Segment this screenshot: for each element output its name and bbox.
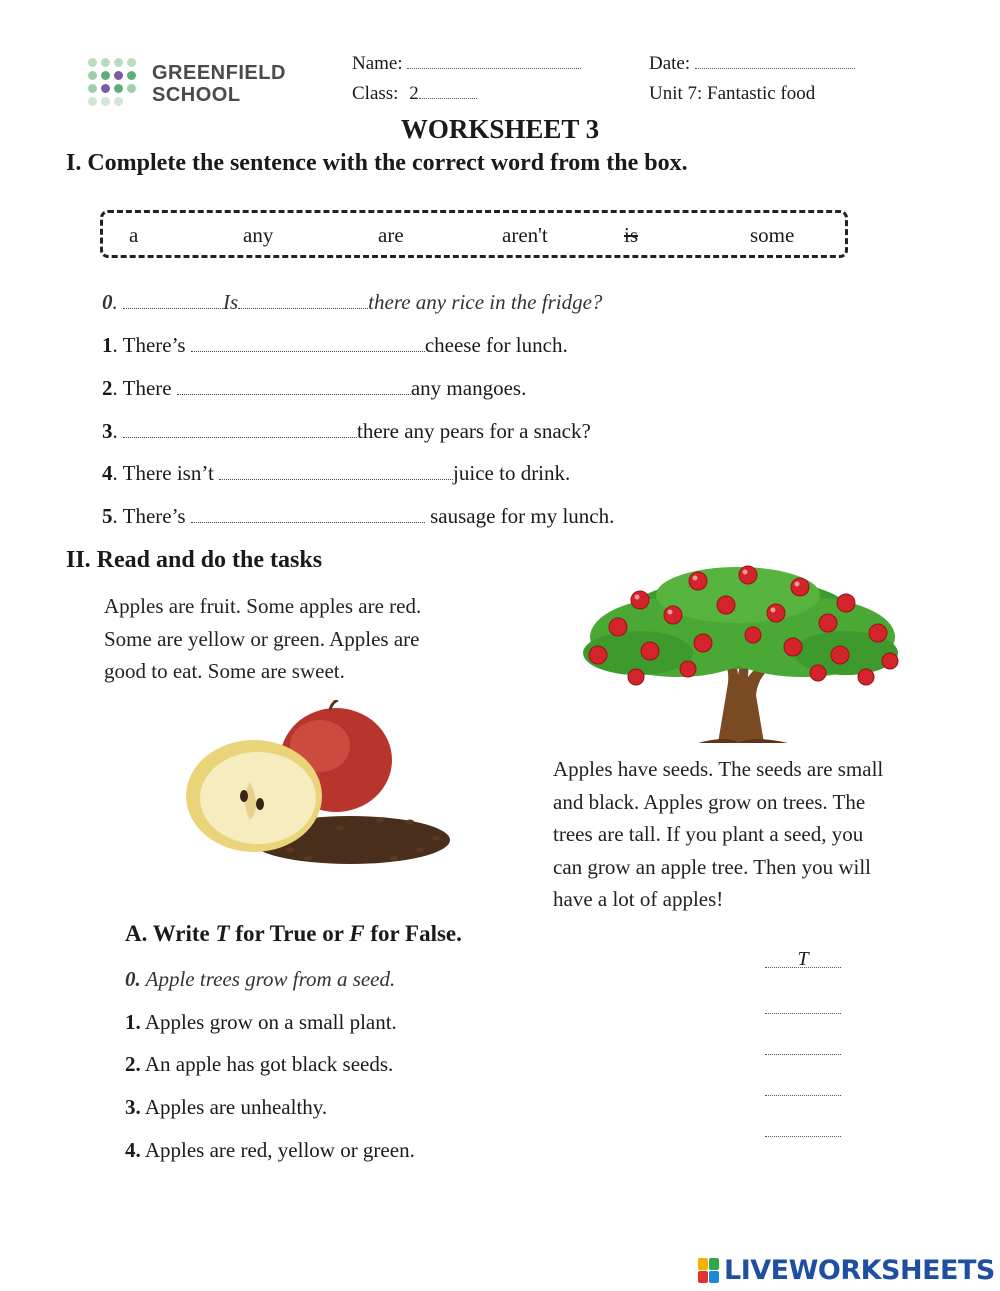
- reading-paragraph-2: [553, 753, 883, 916]
- paragraph-line: good to eat. Some are sweet.: [104, 659, 345, 683]
- example-answer: Is: [223, 290, 239, 314]
- worksheet-title: WORKSHEET 3: [400, 114, 600, 144]
- tf-item-4: [125, 1138, 415, 1163]
- date-field: [649, 53, 855, 75]
- question-number: 5: [102, 504, 113, 528]
- school-logo-text: GREENFIELD SCHOOL: [152, 62, 286, 106]
- item-text: Apples are red, yellow or green.: [144, 1138, 415, 1162]
- word-are: are: [378, 223, 404, 247]
- word-a: a: [129, 223, 139, 247]
- question-text: juice to drink.: [453, 461, 571, 485]
- word-any: any: [243, 223, 274, 247]
- name-field: [352, 53, 581, 75]
- question-2: [102, 376, 526, 401]
- liveworksheets-brand: LIVEWORKSHEETS: [724, 1255, 995, 1286]
- question-number: 1: [102, 333, 113, 357]
- paragraph-line: Apples have seeds. The seeds are small: [553, 757, 884, 781]
- question-text: . There’s: [112, 333, 191, 357]
- question-number: 3: [102, 419, 113, 443]
- item-text: Apple trees grow from a seed.: [145, 967, 396, 991]
- unit-label: Unit 7: Fantastic food: [649, 83, 816, 104]
- question-text: any mangoes.: [410, 376, 527, 400]
- heading-text: for True or: [229, 921, 350, 946]
- paragraph-line: Some are yellow or green. Apples are: [104, 626, 420, 651]
- tf-item-3: [125, 1095, 327, 1120]
- answer-blank-1[interactable]: [191, 340, 425, 352]
- answer-blank-3[interactable]: [123, 426, 357, 438]
- question-4: [102, 461, 570, 486]
- date-input[interactable]: [695, 55, 855, 69]
- question-1: [102, 333, 568, 358]
- class-value: 2: [409, 83, 419, 104]
- paragraph-line: Apples are fruit. Some apples are red.: [104, 594, 422, 618]
- example-question: 0. Is there any rice in the fridge?: [102, 290, 603, 314]
- name-label: Name:: [352, 53, 403, 74]
- word-box: [100, 210, 848, 258]
- liveworksheets-logo-icon: [698, 1258, 720, 1284]
- question-text: .: [112, 419, 123, 443]
- item-number: 0.: [125, 967, 141, 991]
- word-arent: aren't: [502, 223, 548, 247]
- heading-text: A. Write: [125, 921, 216, 946]
- word-is-used: is: [624, 223, 639, 247]
- answer-blank-2[interactable]: [177, 383, 411, 395]
- question-text: there any pears for a snack?: [357, 419, 591, 443]
- question-5: [102, 504, 614, 529]
- item-number: 1.: [125, 1010, 141, 1034]
- item-number: 3.: [125, 1095, 141, 1119]
- school-logo-icon: [88, 58, 140, 106]
- question-text: sausage for my lunch.: [424, 504, 615, 528]
- reading-paragraph-1: [104, 590, 421, 688]
- tf-answer-3[interactable]: [765, 1080, 841, 1096]
- question-text: . There isn’t: [112, 461, 220, 485]
- tf-item-2: [125, 1052, 393, 1077]
- question-number: 2: [102, 376, 113, 400]
- heading-text: T: [215, 921, 230, 946]
- heading-text: for False.: [364, 921, 462, 946]
- date-label: Date:: [649, 53, 691, 74]
- class-input[interactable]: [419, 85, 477, 99]
- true-false-heading: [125, 921, 462, 947]
- item-text: An apple has got black seeds.: [144, 1052, 394, 1076]
- question-number: 0: [102, 290, 113, 314]
- tf-answer-4[interactable]: [765, 1121, 841, 1137]
- paragraph-line: have a lot of apples!: [553, 887, 724, 911]
- item-number: 4.: [125, 1138, 141, 1162]
- answer-blank-5[interactable]: [191, 511, 425, 523]
- tf-answer-2[interactable]: [765, 1039, 841, 1055]
- section-2-heading: II. Read and do the tasks: [66, 547, 323, 573]
- name-input[interactable]: [407, 55, 581, 69]
- question-text: . There’s: [112, 504, 191, 528]
- word-some: some: [750, 223, 795, 247]
- tf-item-1: [125, 1010, 397, 1035]
- apple-seeds-image: [180, 700, 454, 868]
- paragraph-line: trees are tall. If you plant a seed, you: [553, 822, 864, 846]
- paragraph-line: and black. Apples grow on trees. The: [553, 789, 866, 814]
- apple-tree-image: [578, 565, 902, 743]
- tf-answer-1[interactable]: [765, 998, 841, 1014]
- item-text: Apples grow on a small plant.: [144, 1010, 397, 1034]
- paragraph-line: can grow an apple tree. Then you will: [553, 854, 872, 879]
- item-text: Apples are unhealthy.: [144, 1095, 328, 1119]
- heading-text: F: [349, 921, 365, 946]
- answer-blank-4[interactable]: [219, 468, 453, 480]
- question-text: cheese for lunch.: [424, 333, 568, 357]
- class-label: Class:: [352, 83, 399, 104]
- tf-example-answer: T: [765, 952, 841, 968]
- example-text: there any rice in the fridge?: [368, 290, 603, 314]
- tf-example: [125, 967, 395, 992]
- item-number: 2.: [125, 1052, 141, 1076]
- question-number: 4: [102, 461, 113, 485]
- question-text: . There: [112, 376, 177, 400]
- class-field: [352, 83, 477, 105]
- question-3: [102, 419, 591, 444]
- section-1-heading: I. Complete the sentence with the correct word from the box.: [66, 150, 688, 176]
